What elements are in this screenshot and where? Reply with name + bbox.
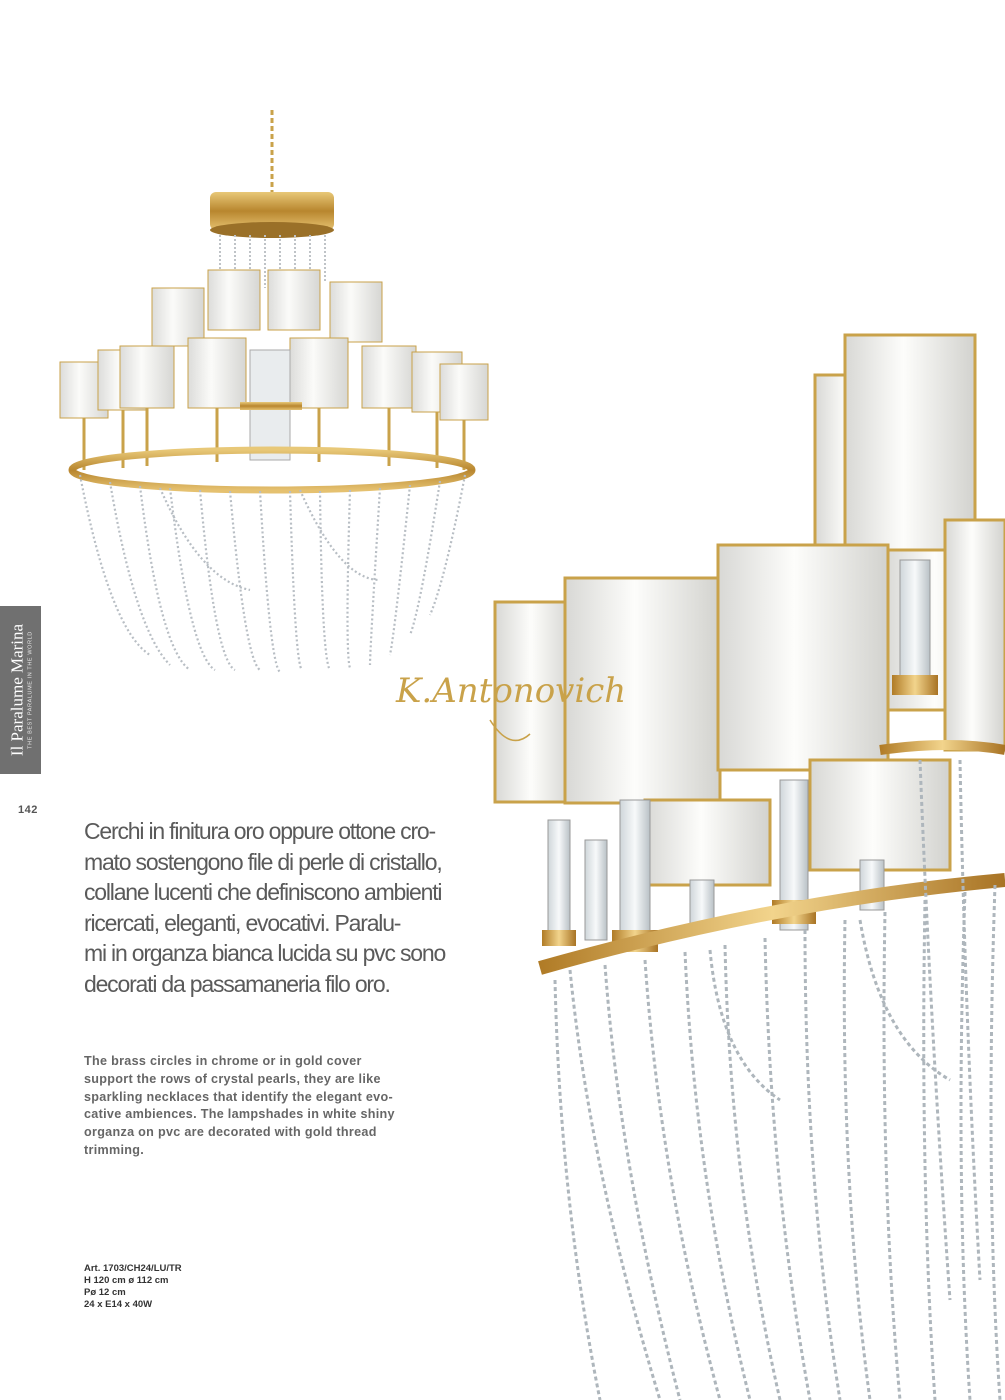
brand-side-tab: [0, 606, 41, 774]
chandelier-detail-image: [480, 320, 1005, 1400]
italian-line: decorati da passamaneria filo oro.: [84, 970, 390, 997]
spec-bulbs: 24 x E14 x 40W: [84, 1299, 153, 1310]
italian-line: Cerchi in finitura oro oppure ottone cro-: [84, 818, 435, 844]
english-line: sparkling necklaces that identify the elegant evo-: [84, 1089, 393, 1104]
designer-signature: [390, 642, 630, 752]
spec-dimensions: H 120 cm ø 112 cm: [84, 1275, 169, 1286]
english-line: trimming.: [84, 1142, 145, 1157]
brand-name: Il Paralume Marina: [6, 623, 26, 757]
spec-shade-diameter: Pø 12 cm: [84, 1287, 126, 1298]
italian-line: ricercati, eleganti, evocativi. Paralu-: [84, 909, 401, 936]
italian-line: mato sostengono file di perle di cristallo,: [84, 848, 442, 875]
english-description: [84, 1053, 504, 1160]
english-line: support the rows of crystal pearls, they are like: [84, 1071, 381, 1086]
english-line: cative ambiences. The lampshades in white shiny: [84, 1107, 395, 1122]
english-line: organza on pvc are decorated with gold thread: [84, 1125, 377, 1140]
italian-line: mi in organza bianca lucida su pvc sono: [84, 940, 446, 966]
italian-line: collane lucenti che definiscono ambienti: [84, 879, 442, 905]
page-number: 142: [18, 804, 38, 816]
italian-description: [84, 816, 504, 999]
product-specs: [84, 1263, 182, 1311]
english-line: The brass circles in chrome or in gold cover: [84, 1054, 362, 1068]
signature-text: K.Antonovich: [396, 671, 627, 711]
brand-tagline: THE BEST PARALUME IN THE WORLD: [26, 631, 33, 749]
spec-article: Art. 1703/CH24/LU/TR: [84, 1263, 182, 1274]
